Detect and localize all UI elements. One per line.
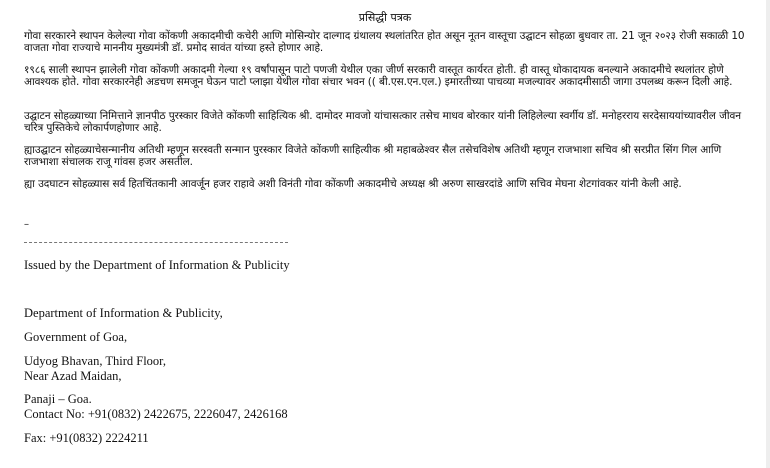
- issued-by-line: Issued by the Department of Information & Publicity: [24, 258, 290, 272]
- paragraph-felicitation: उद्घाटन सोहळ्याच्या निमित्ताने ज्ञानपीठ पुरस्कार विजेते कोंकणी साहित्यिक श्री. दामोदर मावजो यांचासत्कार तसेच माधव बोरकार यांनी लिहिलेल्या स्वर्गीय डॉ. मनोहरराय सरदेसाययांच्यावरील जीवन चरित्र पुस्तिकेचे लोकार्पणहोणार आहे.: [24, 110, 741, 134]
- dashed-divider: [24, 242, 288, 243]
- address-building: Udyog Bhavan, Third Floor,: [24, 354, 166, 368]
- address-department: Department of Information & Publicity,: [24, 306, 223, 320]
- paragraph-history: १९८६ साली स्थापन झालेली गोवा कोंकणी अकादमी गेल्या १९ वर्षांपासून पाटो पणजी येथील एका जीर्ण सरकारी वास्तूत कार्यरत होती. ही वास्तू धोकादायक बनल्याने अकादमीचे स्थलांतर होणे आवश्यक होते. गोवा सरकारनेही अडचण समजून घेऊन पाटो प्लाझा येथील गोवा संचार भवन (( बी.एस.एन.एल.) इमारतीच्या पाचव्या मजल्यावर अकादमीसाठी जागा उपलब्ध करून दिली आहे.: [24, 64, 733, 88]
- address-government: Government of Goa,: [24, 330, 128, 344]
- paragraph-appeal: ह्या उदघाटन सोहळ्यास सर्व हितचिंतकानी आवर्जून हजर राहावे अशी विनंती गोवा कोंकणी अकादमीचे अध्यक्ष श्री अरुण साखरदांडे आणि सचिव मेघना शेटगांवकर यांनी केली आहे.: [24, 178, 682, 190]
- dash-mark: –: [24, 219, 29, 230]
- paragraph-guests: ह्याउद्घाटन सोहळ्याचेसन्मानीय अतिथी म्हणून सरस्वती सन्मान पुरस्कार विजेते कोंकणी साहित्यीक श्री महाबळेश्वर सैल तसेचविशेष अतिथी म्हणून राजभाशा सचिव श्री सरप्रीत सिंग गिल आणि राजभाशा संचालक राजू गांवस हजर असतील.: [24, 144, 722, 168]
- document-heading: प्रसिद्धी पत्रक: [358, 11, 412, 24]
- fax-number: Fax: +91(0832) 2224211: [24, 431, 149, 445]
- page-edge: [766, 0, 770, 468]
- address-city: Panaji – Goa.: [24, 392, 92, 406]
- contact-numbers: Contact No: +91(0832) 2422675, 2226047, 2426168: [24, 407, 288, 421]
- address-locality: Near Azad Maidan,: [24, 369, 122, 383]
- paragraph-inauguration: गोवा सरकारने स्थापन केलेल्या गोवा कोंकणी अकादमीची कचेरी आणि मोसिन्योर दाल्गाद ग्रंथालय स्थलांतरित होत असून नूतन वास्तूचा उद्घाटन सोहळा बुधवार ता. 21 जून २०२३ रोजी सकाळी 10 वाजता गोवा राज्याचे माननीय मुख्यमंत्री डॉ. प्रमोद सावंत यांच्या हस्ते होणार आहे.: [24, 30, 745, 54]
